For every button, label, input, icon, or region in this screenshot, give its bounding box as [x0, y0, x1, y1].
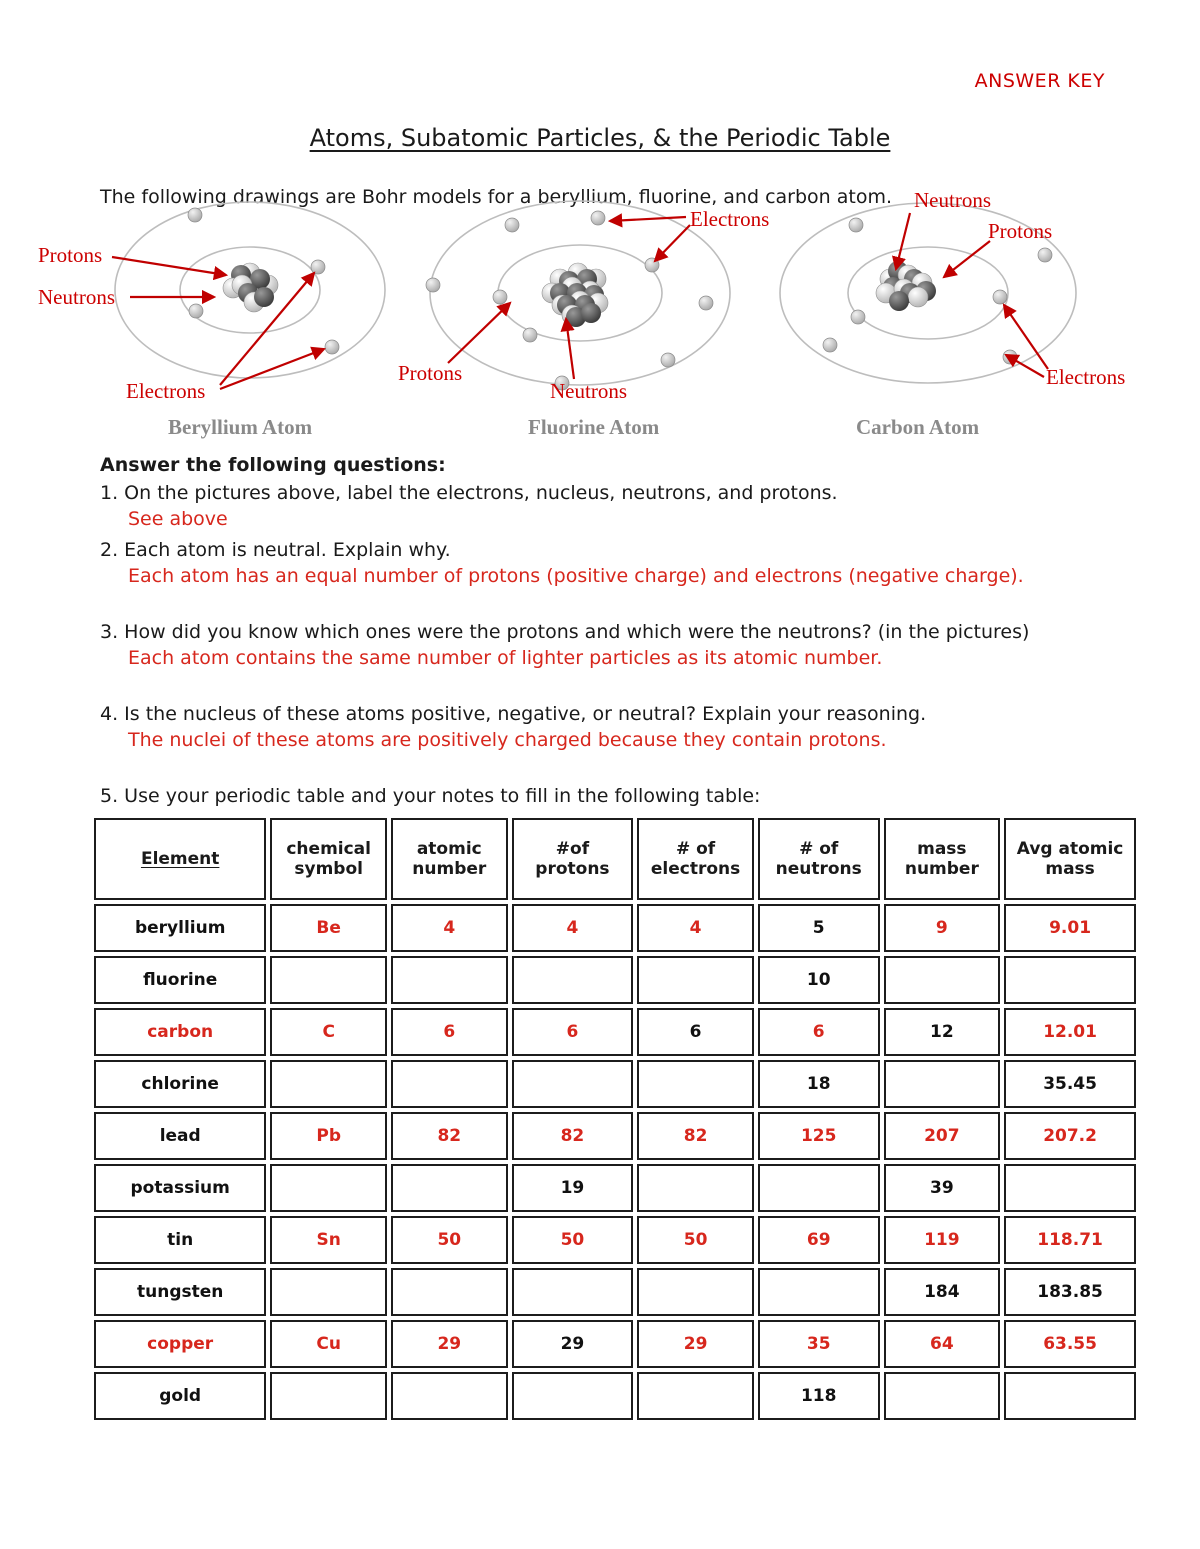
answer-3: Each atom contains the same number of lighter particles as its atomic number. — [128, 647, 883, 669]
value-cell: 125 — [758, 1112, 880, 1160]
value-cell — [1004, 1164, 1136, 1212]
fill-in-table-section — [90, 814, 1140, 1424]
electrons-label-carbon: Electrons — [1046, 365, 1126, 389]
intro-text: The following drawings are Bohr models for a beryllium, fluorine, and carbon atom. — [100, 186, 892, 208]
element-name-cell: copper — [94, 1320, 266, 1368]
col-header-avg-atomic-mass: Avg atomic mass — [1004, 818, 1136, 900]
value-cell — [637, 1164, 754, 1212]
element-name-cell: chlorine — [94, 1060, 266, 1108]
element-name-cell: fluorine — [94, 956, 266, 1004]
col-header-chemical-symbol: chemical symbol — [270, 818, 387, 900]
answer-key-label: ANSWER KEY — [974, 70, 1105, 92]
table-header-row — [94, 818, 1136, 900]
caption-beryllium-atom: Beryllium Atom — [168, 415, 313, 439]
value-cell: Cu — [270, 1320, 387, 1368]
table-row — [94, 956, 1136, 1004]
col-header-mass-number: mass number — [884, 818, 1001, 900]
table-row — [94, 1320, 1136, 1368]
value-cell: 6 — [637, 1008, 754, 1056]
element-name-cell: beryllium — [94, 904, 266, 952]
value-cell — [391, 1060, 508, 1108]
questions-heading: Answer the following questions: — [100, 454, 446, 476]
value-cell — [758, 1164, 880, 1212]
value-cell — [512, 1372, 634, 1420]
table-row — [94, 904, 1136, 952]
value-cell: C — [270, 1008, 387, 1056]
question-3: 3. How did you know which ones were the protons and which were the neutrons? (in the pictures) — [100, 621, 1030, 643]
value-cell — [391, 1164, 508, 1212]
value-cell — [884, 1060, 1001, 1108]
value-cell: 4 — [391, 904, 508, 952]
electrons-label-fluorine: Electrons — [690, 207, 770, 231]
value-cell: 4 — [637, 904, 754, 952]
beryllium-atom — [115, 202, 385, 378]
value-cell — [1004, 956, 1136, 1004]
value-cell: 12.01 — [1004, 1008, 1136, 1056]
value-cell: 4 — [512, 904, 634, 952]
value-cell — [512, 1060, 634, 1108]
value-cell: 19 — [512, 1164, 634, 1212]
answer-2: Each atom has an equal number of protons (positive charge) and electrons (negative charge). — [128, 565, 1024, 587]
value-cell: 9.01 — [1004, 904, 1136, 952]
value-cell: 29 — [512, 1320, 634, 1368]
value-cell: 6 — [391, 1008, 508, 1056]
caption-carbon-atom: Carbon Atom — [856, 415, 980, 439]
value-cell: 207.2 — [1004, 1112, 1136, 1160]
value-cell: 119 — [884, 1216, 1001, 1264]
protons-label-beryllium: Protons — [38, 243, 103, 267]
caption-fluorine-atom: Fluorine Atom — [528, 415, 660, 439]
value-cell: Be — [270, 904, 387, 952]
questions-section — [0, 452, 1160, 809]
value-cell: 18 — [758, 1060, 880, 1108]
value-cell — [637, 956, 754, 1004]
col-header-num-neutrons: # of neutrons — [758, 818, 880, 900]
value-cell: 183.85 — [1004, 1268, 1136, 1316]
value-cell: 29 — [391, 1320, 508, 1368]
value-cell: 69 — [758, 1216, 880, 1264]
value-cell — [270, 1164, 387, 1212]
question-5: 5. Use your periodic table and your notes to fill in the following table: — [100, 785, 761, 807]
protons-label-carbon: Protons — [988, 219, 1053, 243]
table-body — [94, 904, 1136, 1420]
question-1: 1. On the pictures above, label the electrons, nucleus, neutrons, and protons. — [100, 482, 838, 504]
table-row — [94, 1372, 1136, 1420]
value-cell — [637, 1060, 754, 1108]
col-header-atomic-number: atomic number — [391, 818, 508, 900]
value-cell: 35.45 — [1004, 1060, 1136, 1108]
neutrons-label-fluorine: Neutrons — [550, 379, 627, 403]
value-cell: 35 — [758, 1320, 880, 1368]
col-header-element — [94, 818, 266, 900]
value-cell — [270, 956, 387, 1004]
value-cell — [270, 1372, 387, 1420]
value-cell: 184 — [884, 1268, 1001, 1316]
value-cell: 82 — [637, 1112, 754, 1160]
question-4: 4. Is the nucleus of these atoms positive, negative, or neutral? Explain your reasoning. — [100, 703, 927, 725]
value-cell: 50 — [391, 1216, 508, 1264]
value-cell — [637, 1372, 754, 1420]
table-row — [94, 1060, 1136, 1108]
value-cell: 64 — [884, 1320, 1001, 1368]
question-2: 2. Each atom is neutral. Explain why. — [100, 539, 451, 561]
value-cell: 5 — [758, 904, 880, 952]
page-title: Atoms, Subatomic Particles, & the Periodic Table — [309, 124, 891, 152]
value-cell: 50 — [637, 1216, 754, 1264]
table-row — [94, 1164, 1136, 1212]
bohr-models-diagram — [0, 185, 1200, 453]
value-cell: 9 — [884, 904, 1001, 952]
value-cell — [512, 1268, 634, 1316]
element-name-cell: tin — [94, 1216, 266, 1264]
value-cell: Pb — [270, 1112, 387, 1160]
col-header-num-protons: #of protons — [512, 818, 634, 900]
col-header-element-label: Element — [140, 849, 220, 869]
value-cell — [391, 1268, 508, 1316]
value-cell: 118 — [758, 1372, 880, 1420]
element-name-cell: gold — [94, 1372, 266, 1420]
element-name-cell: potassium — [94, 1164, 266, 1212]
value-cell — [391, 1372, 508, 1420]
neutrons-label-beryllium: Neutrons — [38, 285, 115, 309]
value-cell: 118.71 — [1004, 1216, 1136, 1264]
table-row — [94, 1268, 1136, 1316]
value-cell — [1004, 1372, 1136, 1420]
table-row — [94, 1008, 1136, 1056]
table-row — [94, 1112, 1136, 1160]
value-cell: 63.55 — [1004, 1320, 1136, 1368]
value-cell: 82 — [512, 1112, 634, 1160]
value-cell: 12 — [884, 1008, 1001, 1056]
value-cell: 207 — [884, 1112, 1001, 1160]
value-cell: 50 — [512, 1216, 634, 1264]
value-cell: 10 — [758, 956, 880, 1004]
protons-label-fluorine: Protons — [398, 361, 463, 385]
value-cell: 6 — [512, 1008, 634, 1056]
value-cell — [884, 1372, 1001, 1420]
value-cell: 39 — [884, 1164, 1001, 1212]
col-header-num-electrons: # of electrons — [637, 818, 754, 900]
element-name-cell: lead — [94, 1112, 266, 1160]
value-cell: 29 — [637, 1320, 754, 1368]
table-row — [94, 1216, 1136, 1264]
neutrons-label-carbon: Neutrons — [914, 188, 991, 212]
element-name-cell: tungsten — [94, 1268, 266, 1316]
value-cell — [512, 956, 634, 1004]
value-cell — [391, 956, 508, 1004]
electrons-label-beryllium: Electrons — [126, 379, 206, 403]
value-cell: Sn — [270, 1216, 387, 1264]
answer-4: The nuclei of these atoms are positively charged because they contain protons. — [128, 729, 887, 751]
answer-1: See above — [128, 508, 228, 530]
value-cell — [758, 1268, 880, 1316]
periodic-table — [90, 814, 1140, 1424]
value-cell — [637, 1268, 754, 1316]
value-cell — [884, 956, 1001, 1004]
value-cell — [270, 1268, 387, 1316]
value-cell: 82 — [391, 1112, 508, 1160]
value-cell: 6 — [758, 1008, 880, 1056]
element-name-cell: carbon — [94, 1008, 266, 1056]
value-cell — [270, 1060, 387, 1108]
